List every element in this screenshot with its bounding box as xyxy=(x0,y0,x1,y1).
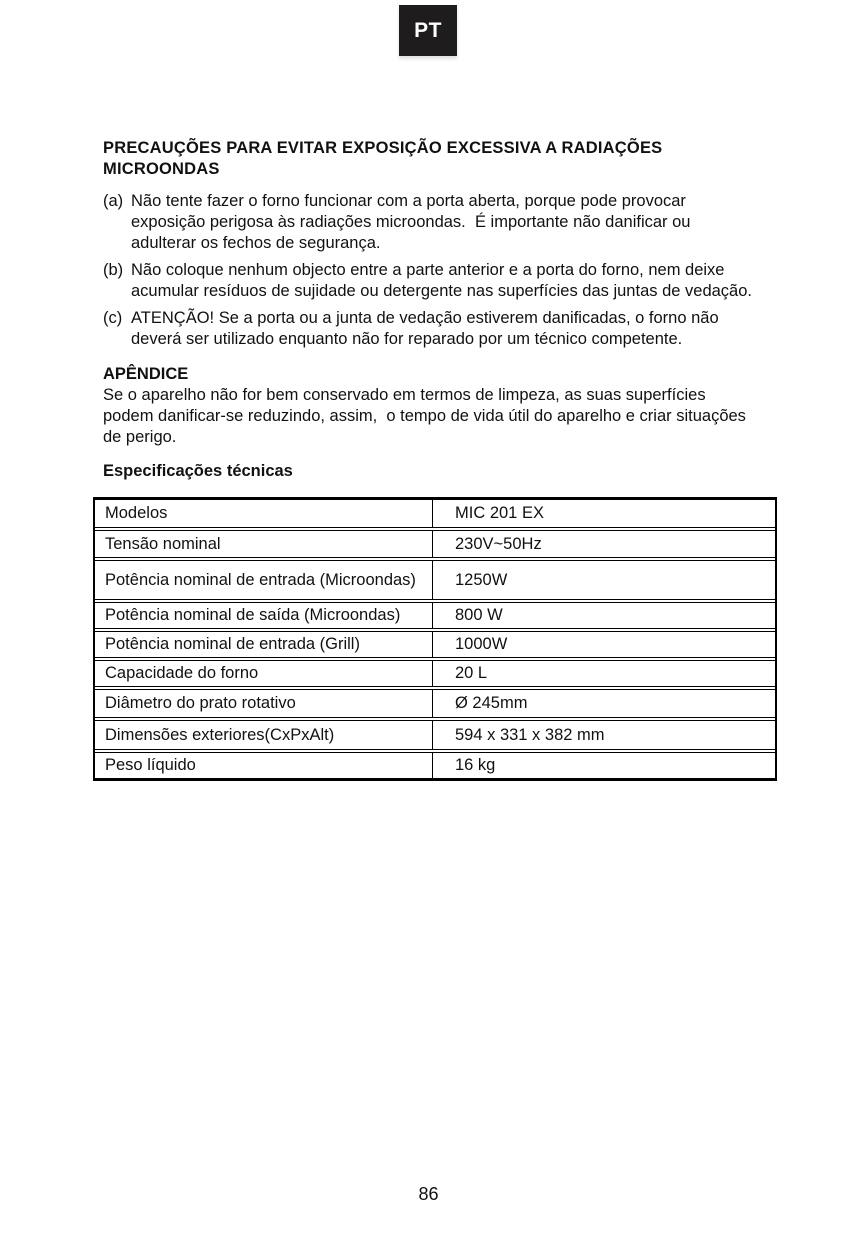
page-content xyxy=(103,138,756,781)
table-row xyxy=(95,560,775,600)
table-row xyxy=(95,689,775,718)
precaution-item-c-marker: (c) xyxy=(103,309,123,327)
precaution-item-b-marker: (b) xyxy=(103,261,124,279)
precaution-item-a-marker: (a) xyxy=(103,192,124,210)
spec-label: Peso líquido xyxy=(95,753,433,778)
spec-value: 1000W xyxy=(455,635,508,653)
spec-value: Ø 245mm xyxy=(455,694,528,712)
precaution-item-a-text: Não tente fazer o forno funcionar com a porta aberta, porque pode provocar exposição perigosa às radiações microondas. É importante não danificar ou adulterar os fechos de segurança. xyxy=(131,192,696,252)
precaution-item-b xyxy=(103,260,756,302)
spec-label: Capacidade do forno xyxy=(95,661,433,686)
spec-value: 1250W xyxy=(455,570,508,589)
specs-heading: Especificações técnicas xyxy=(103,462,293,480)
precaution-item-c xyxy=(103,308,756,350)
table-row xyxy=(95,631,775,658)
spec-value: MIC 201 EX xyxy=(455,504,544,522)
appendix-heading: APÊNDICE xyxy=(103,365,189,383)
language-badge xyxy=(399,5,457,56)
page-number: 86 xyxy=(418,1184,439,1204)
precaution-item-a xyxy=(103,191,756,254)
spec-label: Potência nominal de entrada (Microondas) xyxy=(95,561,433,599)
precautions-heading: PRECAUÇÕES PARA EVITAR EXPOSIÇÃO EXCESSIVA A RADIAÇÕES MICROONDAS xyxy=(103,139,663,178)
language-badge-label: PT xyxy=(414,18,442,42)
precaution-item-b-text: Não coloque nenhum objecto entre a parte anterior e a porta do forno, nem deixe acumular resíduos de sujidade ou detergente nas superfícies das juntas de vedação. xyxy=(131,261,752,300)
spec-value: 230V~50Hz xyxy=(455,534,542,553)
table-row xyxy=(95,752,775,779)
spec-label: Dimensões exteriores(CxPxAlt) xyxy=(95,721,433,749)
spec-value: 20 L xyxy=(455,664,488,682)
table-row xyxy=(95,602,775,629)
spec-value: 594 x 331 x 382 mm xyxy=(455,725,605,744)
spec-value: 800 W xyxy=(455,606,503,624)
precaution-item-c-text: ATENÇÃO! Se a porta ou a junta de vedação estiverem danificadas, o forno não deverá ser utilizado enquanto não for reparado por um técnico competente. xyxy=(131,309,724,348)
spec-label: Tensão nominal xyxy=(95,531,433,557)
spec-label: Diâmetro do prato rotativo xyxy=(95,690,433,717)
spec-label: Potência nominal de entrada (Grill) xyxy=(95,632,433,657)
table-row xyxy=(95,720,775,750)
spec-value: 16 kg xyxy=(455,756,496,774)
spec-label: Modelos xyxy=(95,500,433,527)
specs-table xyxy=(93,497,777,781)
appendix-body: Se o aparelho não for bem conservado em termos de limpeza, as suas superfícies podem danificar-se reduzindo, assim, o tempo de vida útil do aparelho e criar situações de perigo. xyxy=(103,386,751,446)
table-row xyxy=(95,530,775,558)
table-row xyxy=(95,499,775,528)
spec-label: Potência nominal de saída (Microondas) xyxy=(95,603,433,628)
table-row xyxy=(95,660,775,687)
